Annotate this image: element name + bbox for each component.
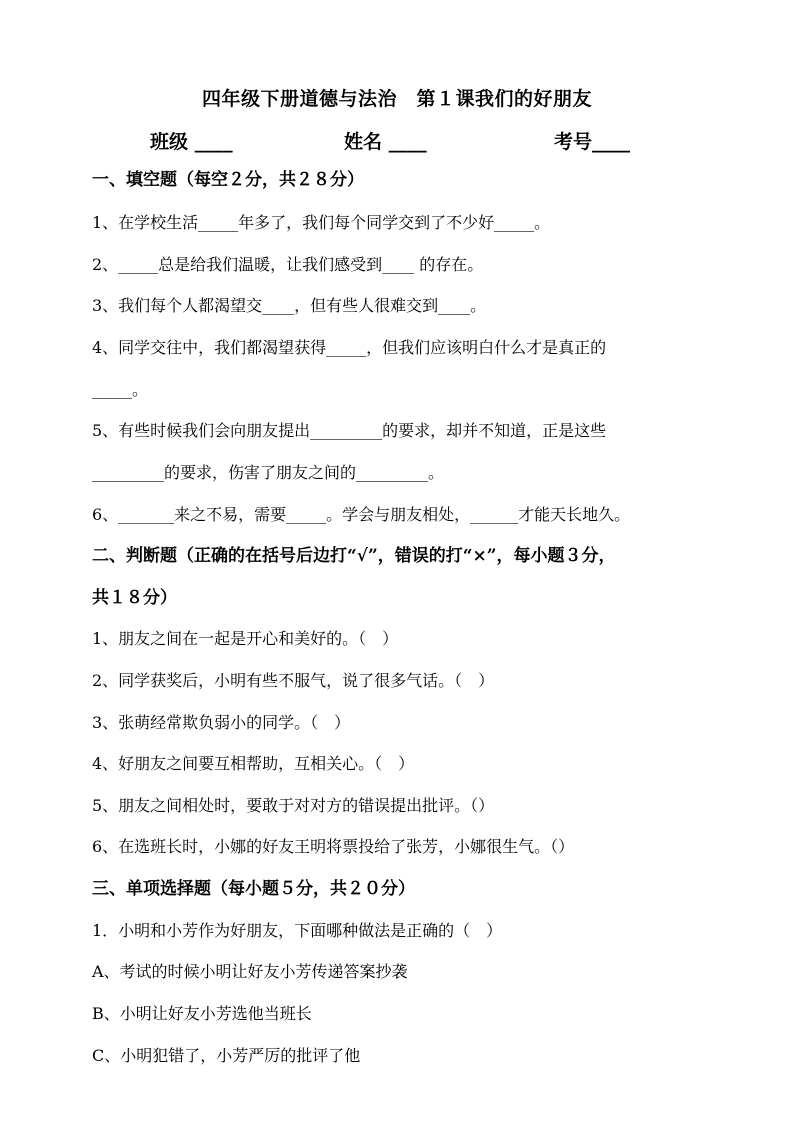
question-fill-2: 2、_____总是给我们温暖，让我们感受到____ 的存在。: [92, 255, 484, 274]
question-fill-5-line2: _________的要求，伤害了朋友之间的_________。: [92, 463, 445, 482]
question-fill-4-line2: _____。: [92, 380, 149, 399]
question-fill-6: 6、_______来之不易，需要_____。学会与朋友相处，______才能天长地久。: [92, 505, 631, 524]
page-title: 四年级下册道德与法治 第１课我们的好朋友: [201, 88, 592, 110]
question-fill-4-line1: 4、同学交往中，我们都渴望获得_____，但我们应该明白什么才是真正的: [92, 338, 607, 357]
section-heading-true-false-line2: 共１８分）: [92, 588, 177, 608]
exam-number-field-label: 考号____: [554, 131, 631, 153]
section-heading-fill-in: 一、填空题（每空２分，共２８分）: [92, 170, 364, 190]
question-mc-1: 1．小明和小芳作为好朋友，下面哪种做法是正确的（ ）: [92, 921, 503, 940]
question-tf-6: 6、在选班长时，小娜的好友王明将票投给了张芳，小娜很生气。（）: [92, 837, 575, 856]
question-tf-5: 5、朋友之间相处时，要敢于对对方的错误提出批评。（）: [92, 796, 495, 815]
section-heading-multiple-choice: 三、单项选择题（每小题５分，共２０分）: [92, 879, 415, 899]
option-a: A、考试的时候小明让好友小芳传递答案抄袭: [92, 962, 408, 981]
option-b: B、小明让好友小芳选他当班长: [92, 1004, 312, 1023]
class-field-label: 班级 ____: [150, 131, 233, 153]
question-tf-2: 2、同学获奖后，小明有些不服气，说了很多气话。（ ）: [92, 671, 495, 690]
section-heading-true-false-line1: 二、判断题（正确的在括号后边打“√”，错误的打“×”，每小题３分，: [92, 546, 616, 566]
option-c: C、小明犯错了，小芳严厉的批评了他: [92, 1046, 361, 1065]
question-fill-5-line1: 5、有些时候我们会向朋友提出_________的要求，却并不知道，正是这些: [92, 421, 607, 440]
question-fill-1: 1、在学校生活_____年多了，我们每个同学交到了不少好_____。: [92, 213, 551, 232]
question-fill-3: 3、我们每个人都渴望交____，但有些人很难交到____。: [92, 296, 487, 315]
question-tf-1: 1、朋友之间在一起是开心和美好的。（ ）: [92, 629, 399, 648]
question-tf-4: 4、好朋友之间要互相帮助，互相关心。（ ）: [92, 754, 415, 773]
question-tf-3: 3、张萌经常欺负弱小的同学。（ ）: [92, 713, 351, 732]
name-field-label: 姓名 ____: [344, 131, 427, 153]
